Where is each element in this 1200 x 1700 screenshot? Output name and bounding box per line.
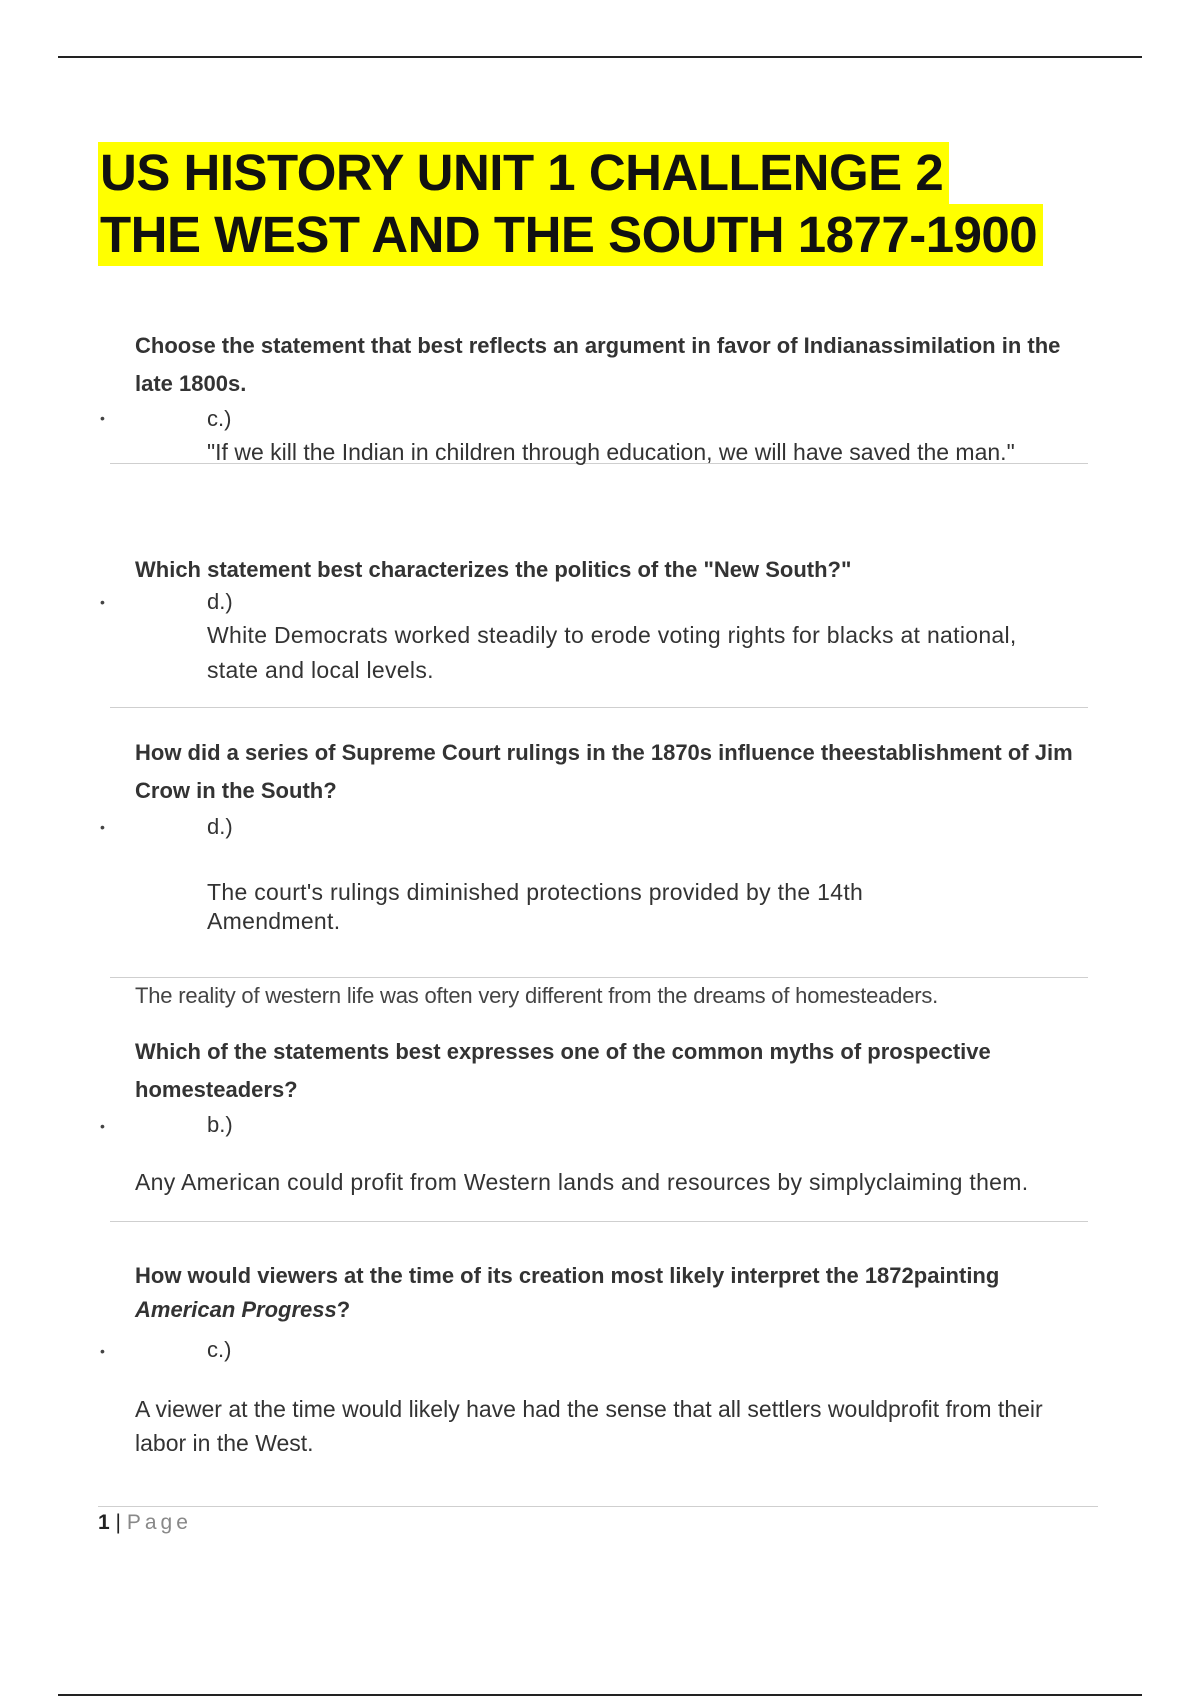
footer-bottom-rule (58, 1694, 1142, 1696)
question-5-painting-title: American Progress (135, 1297, 337, 1322)
answer-2: White Democrats worked steadily to erode voting rights for blacks at national, state and local levels. (207, 622, 1017, 683)
question-5 (135, 1259, 1095, 1327)
answer-4: Any American could profit from Western lands and resources by simplyclaiming them. (135, 1169, 1029, 1195)
question-5-text: How would viewers at the time of its creation most likely interpret the 1872painting (135, 1263, 1000, 1288)
answer-1: "If we kill the Indian in children through education, we will have saved the man." (207, 439, 1015, 465)
bullet-2: • (100, 594, 105, 610)
bullet-4: • (100, 1118, 105, 1134)
page-label: Page (126, 1511, 192, 1534)
separator-2 (110, 707, 1088, 708)
bullet-5: • (100, 1343, 105, 1359)
question-2: Which statement best characterizes the politics of the "New South?" (135, 557, 852, 582)
separator-4 (110, 1221, 1088, 1222)
title-line-2: THE WEST AND THE SOUTH 1877-1900 (98, 204, 1043, 266)
separator-3 (110, 977, 1088, 978)
bullet-3: • (100, 819, 105, 835)
page-number: 1 (98, 1511, 110, 1534)
question-3: How did a series of Supreme Court rulings in the 1870s influence theestablishment of Jim Crow in the South? (135, 740, 1073, 803)
option-4: b.) (207, 1112, 233, 1137)
option-2: d.) (207, 589, 233, 614)
option-3: d.) (207, 814, 233, 839)
question-4-context: The reality of western life was often very different from the dreams of homesteaders. (135, 983, 939, 1008)
option-5: c.) (207, 1337, 232, 1362)
question-1: Choose the statement that best reflects an argument in favor of Indianassimilation in the late 1800s. (135, 333, 1061, 396)
footer-separator: | (115, 1511, 121, 1534)
answer-5: A viewer at the time would likely have had the sense that all settlers wouldprofit from their labor in the West. (135, 1396, 1043, 1456)
question-4: Which of the statements best expresses one of the common myths of prospective homesteaders? (135, 1039, 991, 1102)
bullet-1: • (100, 410, 105, 426)
answer-3: The court's rulings diminished protections provided by the 14th Amendment. (207, 879, 864, 934)
option-1: c.) (207, 406, 232, 431)
footer-rule (98, 1506, 1098, 1507)
page-footer (98, 1511, 192, 1535)
title-line-1: US HISTORY UNIT 1 CHALLENGE 2 (98, 142, 949, 204)
question-5-suffix: ? (336, 1297, 351, 1322)
header-rule (58, 56, 1142, 58)
page-title (98, 142, 1043, 266)
